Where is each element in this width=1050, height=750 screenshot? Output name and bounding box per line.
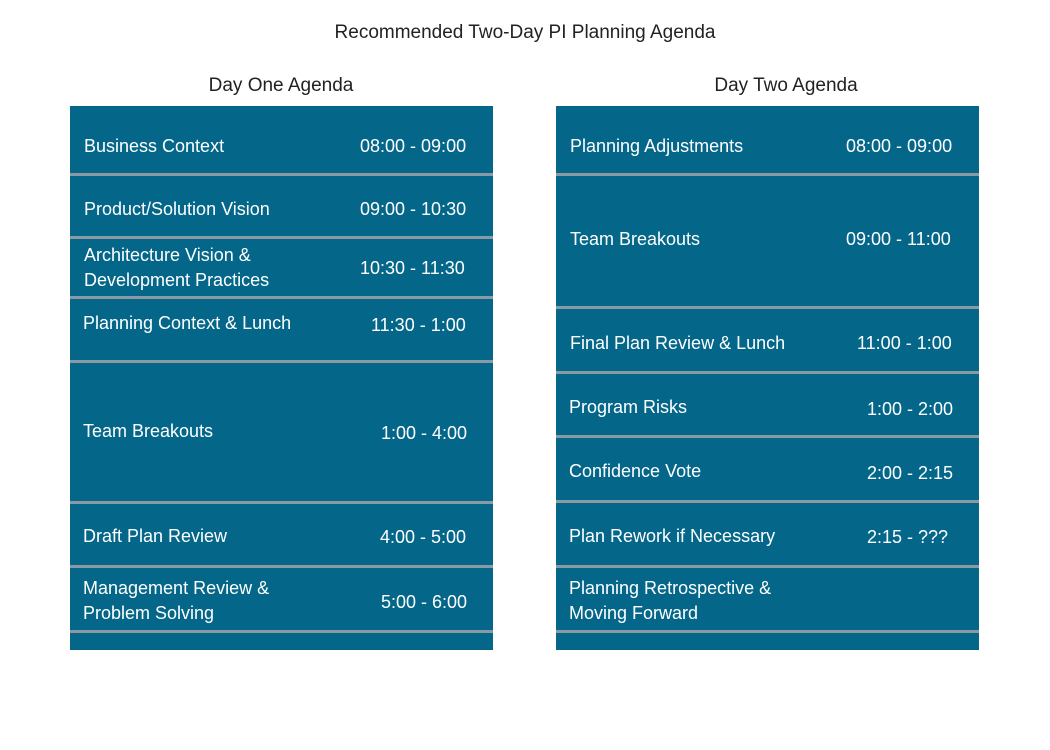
agenda-item-label: Plan Rework if Necessary bbox=[569, 526, 776, 546]
agenda-item-label: Program Risks bbox=[569, 397, 688, 417]
agenda-item-label: Business Context bbox=[84, 136, 225, 156]
agenda-item-label: Architecture Vision & Development Practices bbox=[84, 245, 270, 290]
agenda-item-time: 10:30 - 11:30 bbox=[360, 258, 465, 278]
row-divider bbox=[556, 630, 979, 633]
agenda-item-time: 11:30 - 1:00 bbox=[371, 315, 466, 335]
agenda-item-time: 08:00 - 09:00 bbox=[360, 136, 467, 156]
agenda-item-label: Draft Plan Review bbox=[83, 526, 228, 546]
agenda-row bbox=[70, 363, 493, 501]
agenda-item-time: 4:00 - 5:00 bbox=[380, 527, 467, 547]
agenda-item-label: Management Review & Problem Solving bbox=[83, 578, 270, 623]
day-one-agenda-panel bbox=[70, 106, 493, 650]
agenda-item-time: 09:00 - 10:30 bbox=[360, 199, 467, 219]
day-two-heading: Day Two Agenda bbox=[714, 75, 858, 96]
agenda-item-time: 11:00 - 1:00 bbox=[857, 333, 952, 353]
agenda-item-time: 09:00 - 11:00 bbox=[846, 229, 951, 249]
agenda-row bbox=[556, 503, 979, 565]
page-title: Recommended Two-Day PI Planning Agenda bbox=[334, 22, 716, 43]
agenda-row bbox=[70, 239, 493, 296]
agenda-item-time: 2:15 - ??? bbox=[867, 527, 949, 547]
agenda-item-time: 1:00 - 2:00 bbox=[867, 399, 954, 419]
agenda-row bbox=[70, 568, 493, 630]
agenda-item-time: 5:00 - 6:00 bbox=[381, 592, 468, 612]
agenda-item-label: Planning Adjustments bbox=[570, 136, 744, 156]
agenda-row bbox=[70, 504, 493, 565]
agenda-row bbox=[556, 106, 979, 173]
agenda-item-label: Team Breakouts bbox=[83, 421, 214, 441]
agenda-item-label: Team Breakouts bbox=[570, 229, 701, 249]
agenda-item-label: Final Plan Review & Lunch bbox=[570, 333, 786, 353]
agenda-item-label: Planning Retrospective & Moving Forward bbox=[569, 578, 772, 623]
agenda-row bbox=[556, 176, 979, 306]
agenda-row bbox=[70, 106, 493, 173]
agenda-row bbox=[556, 438, 979, 500]
agenda-item-time: 08:00 - 09:00 bbox=[846, 136, 953, 156]
row-divider bbox=[70, 630, 493, 633]
agenda-item-label: Confidence Vote bbox=[569, 461, 702, 481]
agenda-item-label: Planning Context & Lunch bbox=[83, 313, 292, 333]
agenda-row bbox=[556, 309, 979, 371]
agenda-row bbox=[70, 299, 493, 360]
day-one-heading: Day One Agenda bbox=[208, 75, 354, 96]
agenda-row bbox=[556, 568, 979, 630]
agenda-item-time: 1:00 - 4:00 bbox=[381, 423, 468, 443]
agenda-row bbox=[556, 374, 979, 435]
agenda-row bbox=[70, 176, 493, 236]
agenda-item-label: Product/Solution Vision bbox=[84, 199, 270, 219]
agenda-item-time: 2:00 - 2:15 bbox=[867, 463, 954, 483]
day-two-agenda-panel bbox=[556, 106, 979, 650]
